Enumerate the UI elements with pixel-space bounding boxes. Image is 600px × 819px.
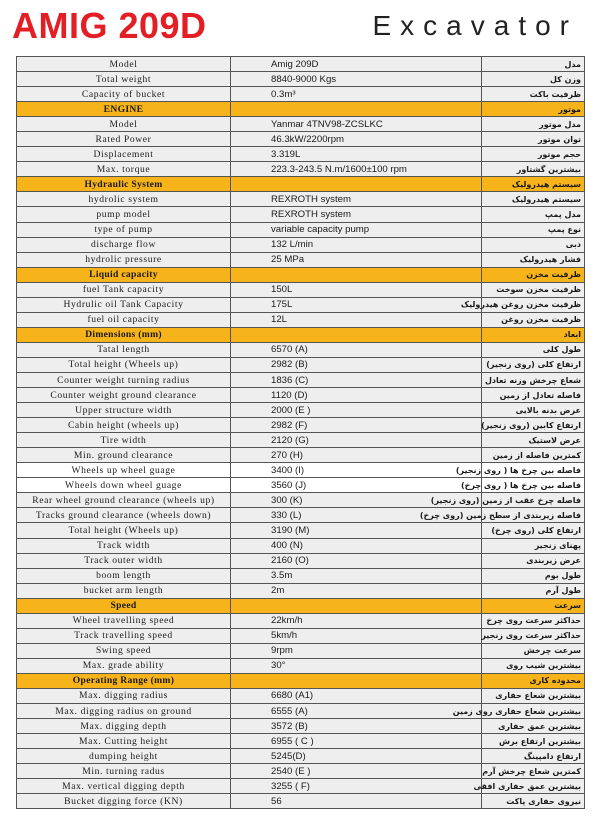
spec-row: [17, 192, 585, 207]
spec-label-persian: ظرفیت باکت: [482, 87, 585, 102]
spec-label-persian: بیشترین گشتاور: [482, 162, 585, 177]
spec-label: Track width: [17, 538, 231, 553]
spec-row: [17, 237, 585, 252]
spec-label: Track travelling speed: [17, 628, 231, 643]
spec-label: bucket arm length: [17, 583, 231, 598]
spec-value: 175L: [231, 297, 482, 312]
spec-value: 56: [231, 794, 482, 809]
spec-row: [17, 282, 585, 297]
section-header-row: [17, 673, 585, 688]
spec-label-persian: ارتفاع کلی (روی چرخ): [482, 523, 585, 538]
spec-value: 30°: [231, 658, 482, 673]
spec-value: 3.319L: [231, 147, 482, 162]
spec-label-persian: ظرفیت مخزن روغن هیدرولیک: [482, 297, 585, 312]
spec-sheet-header: [0, 0, 600, 52]
spec-row: [17, 147, 585, 162]
spec-row: [17, 342, 585, 357]
spec-label-persian: بیشترین شعاع حفاری روی زمین: [482, 704, 585, 719]
spec-label: pump model: [17, 207, 231, 222]
spec-label-persian: بیشترین شیب روی: [482, 658, 585, 673]
spec-value: 223.3-243.5 N.m/1600±100 rpm: [231, 162, 482, 177]
section-header-row: [17, 327, 585, 342]
spec-row: [17, 719, 585, 734]
section-title: Dimensions (mm): [17, 327, 231, 342]
spec-label: Max. grade ability: [17, 658, 231, 673]
spec-value: 2160 (O): [231, 553, 482, 568]
spec-value: 2120 (G): [231, 433, 482, 448]
spec-row: [17, 252, 585, 267]
spec-label-persian: ارتفاع کلی (روی زنجیر): [482, 357, 585, 372]
spec-row: [17, 297, 585, 312]
spec-value: 3.5m: [231, 568, 482, 583]
spec-label: boom length: [17, 568, 231, 583]
spec-value: 3255 ( F): [231, 779, 482, 794]
spec-label-persian: فاصله بین چرخ ها ( روی زنجیر): [482, 463, 585, 478]
spec-row: [17, 162, 585, 177]
spec-row: [17, 583, 585, 598]
spec-value: 330 (L): [231, 508, 482, 523]
spec-value: 46.3kW/2200rpm: [231, 132, 482, 147]
spec-table-body: [17, 57, 585, 809]
spec-row: [17, 87, 585, 102]
spec-value: 300 (K): [231, 493, 482, 508]
spec-row: [17, 704, 585, 719]
spec-label-persian: وزن کل: [482, 72, 585, 87]
spec-label: dumping height: [17, 749, 231, 764]
spec-value: 22km/h: [231, 613, 482, 628]
spec-label: Tracks ground clearance (wheels down): [17, 508, 231, 523]
spec-value: 400 (N): [231, 538, 482, 553]
spec-row: [17, 658, 585, 673]
spec-label-persian: حداکثر سرعت روی چرخ: [482, 613, 585, 628]
spec-label: Max. torque: [17, 162, 231, 177]
spec-value: 150L: [231, 282, 482, 297]
spec-row: [17, 222, 585, 237]
section-title: Liquid capacity: [17, 267, 231, 282]
spec-row: [17, 493, 585, 508]
spec-label: Bucket digging force (KN): [17, 794, 231, 809]
section-spacer-cell: [231, 267, 482, 282]
spec-label-persian: پهنای زنجیر: [482, 538, 585, 553]
spec-row: [17, 448, 585, 463]
spec-label-persian: فاصله بین چرخ ها ( روی چرخ): [482, 478, 585, 493]
spec-label: Max. digging depth: [17, 719, 231, 734]
spec-value: 2982 (F): [231, 418, 482, 433]
spec-row: [17, 553, 585, 568]
section-header-row: [17, 598, 585, 613]
spec-value: 2540 (E ): [231, 764, 482, 779]
spec-label-persian: مدل موتور: [482, 117, 585, 132]
spec-label-persian: عرض لاستیک: [482, 433, 585, 448]
spec-label: Swing speed: [17, 643, 231, 658]
spec-label: Total height (Wheels up): [17, 523, 231, 538]
spec-table: [16, 56, 585, 809]
spec-row: [17, 643, 585, 658]
spec-row: [17, 357, 585, 372]
spec-label-persian: فاصله تعادل از زمین: [482, 388, 585, 403]
spec-row: [17, 734, 585, 749]
spec-label: Min. turning radus: [17, 764, 231, 779]
spec-label: Total weight: [17, 72, 231, 87]
spec-label-persian: حداکثر سرعت روی زنجیر: [482, 628, 585, 643]
spec-label-persian: ظرفیت مخزن روغن: [482, 312, 585, 327]
spec-label-persian: نوع پمپ: [482, 222, 585, 237]
spec-row: [17, 312, 585, 327]
spec-label-persian: توان موتور: [482, 132, 585, 147]
spec-label-persian: دبی: [482, 237, 585, 252]
spec-label: Wheel travelling speed: [17, 613, 231, 628]
spec-value: 2982 (B): [231, 357, 482, 372]
spec-label-persian: فشار هیدرولیک: [482, 252, 585, 267]
section-title: Hydraulic System: [17, 177, 231, 192]
spec-label: Total height (Wheels up): [17, 357, 231, 372]
document-subtitle: Excavator: [372, 10, 578, 41]
spec-row: [17, 613, 585, 628]
spec-row: [17, 388, 585, 403]
spec-value: 2m: [231, 583, 482, 598]
section-title: Speed: [17, 598, 231, 613]
spec-label-persian: سرعت چرخش: [482, 643, 585, 658]
spec-row: [17, 403, 585, 418]
spec-value: 9rpm: [231, 643, 482, 658]
spec-row: [17, 508, 585, 523]
spec-label: Cabin height (wheels up): [17, 418, 231, 433]
spec-value: Amig 209D: [231, 57, 482, 72]
spec-row: [17, 207, 585, 222]
spec-value: 5km/h: [231, 628, 482, 643]
spec-label: Rated Power: [17, 132, 231, 147]
spec-label-persian: طول آرم: [482, 583, 585, 598]
spec-label-persian: طول کلی: [482, 342, 585, 357]
spec-label-persian: مدل: [482, 57, 585, 72]
spec-label-persian: ارتفاع کابین (روی زنجیر): [482, 418, 585, 433]
section-title-persian: سرعت: [482, 598, 585, 613]
spec-value: 8840-9000 Kgs: [231, 72, 482, 87]
spec-value: variable capacity pump: [231, 222, 482, 237]
section-title-persian: ابعاد: [482, 327, 585, 342]
spec-value: 25 MPa: [231, 252, 482, 267]
spec-label: discharge flow: [17, 237, 231, 252]
spec-label: Counter weight ground clearance: [17, 388, 231, 403]
section-spacer-cell: [231, 327, 482, 342]
spec-label: Tatal length: [17, 342, 231, 357]
spec-label: Max. vertical digging depth: [17, 779, 231, 794]
spec-value: 1836 (C): [231, 372, 482, 387]
spec-value: 3400 (I): [231, 463, 482, 478]
spec-value: Yanmar 4TNV98-ZCSLKC: [231, 117, 482, 132]
spec-row: [17, 418, 585, 433]
spec-label-persian: حجم موتور: [482, 147, 585, 162]
spec-value: 3560 (J): [231, 478, 482, 493]
spec-label-persian: بیشترین ارتفاع برش: [482, 734, 585, 749]
section-title: ENGINE: [17, 102, 231, 117]
spec-label: Capacity of bucket: [17, 87, 231, 102]
spec-row: [17, 523, 585, 538]
section-header-row: [17, 267, 585, 282]
spec-label: Max. digging radius: [17, 688, 231, 703]
spec-label-persian: نیروی حفاری پاکت: [482, 794, 585, 809]
spec-label: Wheels down wheel guage: [17, 478, 231, 493]
spec-value: 6570 (A): [231, 342, 482, 357]
spec-row: [17, 688, 585, 703]
spec-label-persian: عرض بدنه بالایی: [482, 403, 585, 418]
spec-label: hydrolic system: [17, 192, 231, 207]
spec-label: Upper structure width: [17, 403, 231, 418]
spec-label: fuel oil capacity: [17, 312, 231, 327]
spec-value: 132 L/min: [231, 237, 482, 252]
section-title: Operating Range (mm): [17, 673, 231, 688]
spec-label-persian: طول بوم: [482, 568, 585, 583]
spec-row: [17, 463, 585, 478]
spec-row: [17, 764, 585, 779]
section-title-persian: محدوده کاری: [482, 673, 585, 688]
spec-label-persian: بیشترین شعاع حفاری: [482, 688, 585, 703]
section-title-persian: ظرفیت مخزن: [482, 267, 585, 282]
spec-label-persian: عرض زیربندی: [482, 553, 585, 568]
spec-label-persian: کمترین شعاع چرخش آرم: [482, 764, 585, 779]
spec-value: 1120 (D): [231, 388, 482, 403]
section-header-row: [17, 177, 585, 192]
section-spacer-cell: [231, 102, 482, 117]
spec-row: [17, 628, 585, 643]
spec-label-persian: بیشترین عمق حفاری: [482, 719, 585, 734]
spec-label: Model: [17, 57, 231, 72]
spec-label: Rear wheel ground clearance (wheels up): [17, 493, 231, 508]
spec-row: [17, 132, 585, 147]
spec-value: 270 (H): [231, 448, 482, 463]
spec-label: Min. ground clearance: [17, 448, 231, 463]
spec-label: Wheels up wheel guage: [17, 463, 231, 478]
spec-value: 6680 (A1): [231, 688, 482, 703]
section-spacer-cell: [231, 598, 482, 613]
spec-value: 0.3m³: [231, 87, 482, 102]
spec-label: Displacement: [17, 147, 231, 162]
spec-label: Tire width: [17, 433, 231, 448]
section-title-persian: سیستم هیدرولیک: [482, 177, 585, 192]
spec-row: [17, 57, 585, 72]
spec-value: 6955 ( C ): [231, 734, 482, 749]
spec-row: [17, 372, 585, 387]
section-spacer-cell: [231, 673, 482, 688]
section-spacer-cell: [231, 177, 482, 192]
spec-label-persian: فاصله چرخ عقب از زمین (روی زنجیر): [482, 493, 585, 508]
spec-row: [17, 72, 585, 87]
spec-label: Track outer width: [17, 553, 231, 568]
spec-row: [17, 478, 585, 493]
spec-label-persian: کمترین فاصله از زمین: [482, 448, 585, 463]
spec-label: Max. digging radius on ground: [17, 704, 231, 719]
spec-row: [17, 749, 585, 764]
section-title-persian: موتور: [482, 102, 585, 117]
model-title: AMIG 209D: [12, 5, 207, 46]
spec-value: 5245(D): [231, 749, 482, 764]
spec-label: fuel Tank capacity: [17, 282, 231, 297]
spec-label-persian: ارتفاع دامپینگ: [482, 749, 585, 764]
spec-row: [17, 568, 585, 583]
spec-label: type of pump: [17, 222, 231, 237]
spec-label-persian: بیشترین عمق حفاری افقی: [482, 779, 585, 794]
spec-value: 3572 (B): [231, 719, 482, 734]
section-header-row: [17, 102, 585, 117]
spec-row: [17, 779, 585, 794]
spec-label: Hydrulic oil Tank Capacity: [17, 297, 231, 312]
spec-value: 12L: [231, 312, 482, 327]
spec-label: Max. Cutting height: [17, 734, 231, 749]
spec-label-persian: ظرفیت مخزن سوخت: [482, 282, 585, 297]
spec-label-persian: شعاع چرخش وزنه تعادل: [482, 372, 585, 387]
spec-label: Counter weight turning radius: [17, 372, 231, 387]
spec-row: [17, 433, 585, 448]
spec-label: Model: [17, 117, 231, 132]
spec-value: 6555 (A): [231, 704, 482, 719]
spec-label-persian: مدل پمپ: [482, 207, 585, 222]
spec-label: hydrolic pressure: [17, 252, 231, 267]
spec-label-persian: فاصله زیربندی از سطح زمین (روی چرخ): [482, 508, 585, 523]
spec-row: [17, 538, 585, 553]
spec-label-persian: سیستم هیدرولیک: [482, 192, 585, 207]
spec-row: [17, 794, 585, 809]
spec-value: REXROTH system: [231, 207, 482, 222]
spec-value: REXROTH system: [231, 192, 482, 207]
spec-value: 2000 (E ): [231, 403, 482, 418]
spec-row: [17, 117, 585, 132]
spec-value: 3190 (M): [231, 523, 482, 538]
